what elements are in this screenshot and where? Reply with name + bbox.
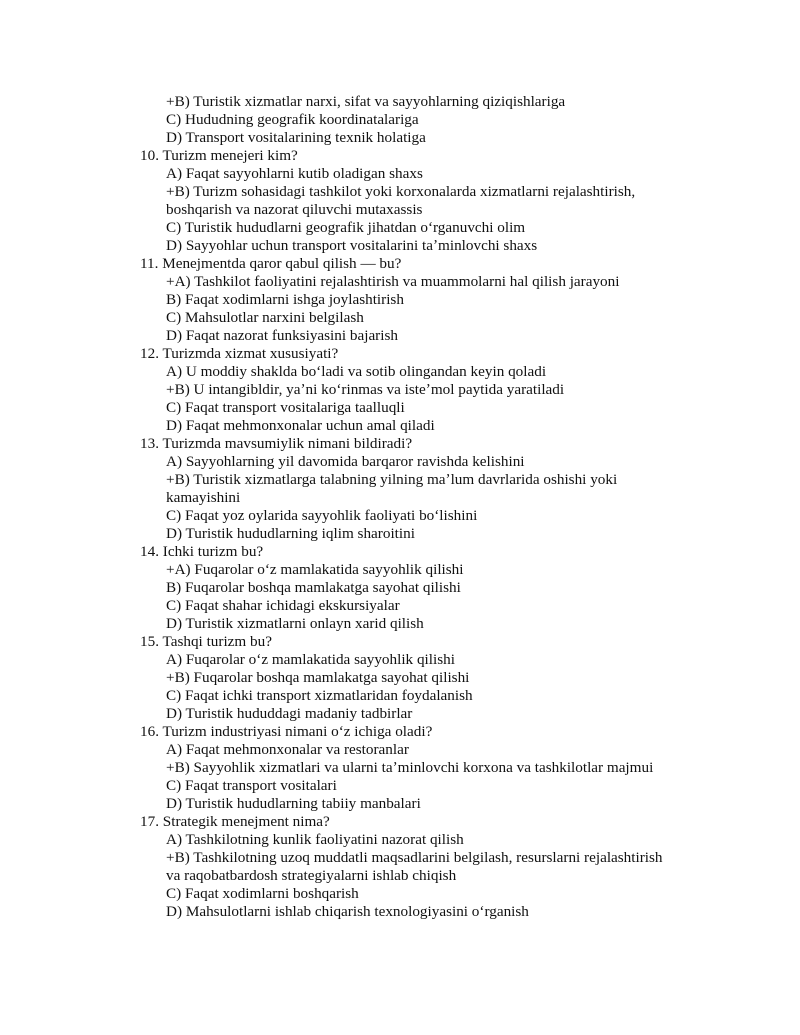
- answer-option: C) Turistik hududlarni geografik jihatdan oʻrganuvchi olim: [166, 219, 526, 236]
- answer-option: A) Sayyohlarning yil davomida barqaror ravishda kelishini: [166, 453, 525, 470]
- question-title: 11. Menejmentda qaror qabul qilish — bu?: [140, 255, 402, 272]
- answer-option: A) Tashkilotning kunlik faoliyatini nazorat qilish: [166, 831, 464, 848]
- question-title: 15. Tashqi turizm bu?: [140, 633, 272, 650]
- answer-option: +B) Sayyohlik xizmatlari va ularni taʼminlovchi korxona va tashkilotlar majmui: [166, 759, 654, 776]
- answer-option: +B) U intangibldir, yaʼni koʻrinmas va isteʼmol paytida yaratiladi: [166, 381, 565, 398]
- answer-option: D) Mahsulotlarni ishlab chiqarish texnologiyasini oʻrganish: [166, 903, 529, 920]
- answer-option: +B) Tashkilotning uzoq muddatli maqsadlarini belgilash, resurslarni rejalashtirish: [166, 849, 663, 866]
- question-title: 14. Ichki turizm bu?: [140, 543, 264, 560]
- question-title: 13. Turizmda mavsumiylik nimani bildiradi?: [140, 435, 413, 452]
- answer-option: B) Faqat xodimlarni ishga joylashtirish: [166, 291, 404, 308]
- question-title: 12. Turizmda xizmat xususiyati?: [140, 345, 339, 362]
- answer-option: C) Hududning geografik koordinatalariga: [166, 111, 419, 128]
- answer-option: D) Faqat nazorat funksiyasini bajarish: [166, 327, 398, 344]
- answer-option: A) U moddiy shaklda boʻladi va sotib olingandan keyin qoladi: [166, 363, 547, 380]
- answer-option: A) Faqat sayyohlarni kutib oladigan shaxs: [166, 165, 423, 182]
- answer-option: +B) Turizm sohasidagi tashkilot yoki korxonalarda xizmatlarni rejalashtirish,: [166, 183, 636, 200]
- answer-option: C) Mahsulotlar narxini belgilash: [166, 309, 364, 326]
- answer-option: C) Faqat ichki transport xizmatlaridan foydalanish: [166, 687, 473, 704]
- question-title: 16. Turizm industriyasi nimani oʻz ichiga oladi?: [140, 723, 433, 740]
- answer-option: +B) Turistik xizmatlar narxi, sifat va sayyohlarning qiziqishlariga: [166, 93, 566, 110]
- answer-option-continuation: boshqarish va nazorat qiluvchi mutaxassis: [166, 201, 423, 218]
- answer-option: C) Faqat transport vositalari: [166, 777, 337, 794]
- answer-option: C) Faqat xodimlarni boshqarish: [166, 885, 359, 902]
- answer-option: D) Turistik xizmatlarni onlayn xarid qilish: [166, 615, 424, 632]
- answer-option: D) Turistik hududlarning iqlim sharoitini: [166, 525, 415, 542]
- answer-option: D) Sayyohlar uchun transport vositalarini taʼminlovchi shaxs: [166, 237, 538, 254]
- answer-option: C) Faqat yoz oylarida sayyohlik faoliyati boʻlishini: [166, 507, 478, 524]
- answer-option: A) Faqat mehmonxonalar va restoranlar: [166, 741, 409, 758]
- answer-option-continuation: kamayishini: [166, 489, 241, 506]
- answer-option: D) Faqat mehmonxonalar uchun amal qiladi: [166, 417, 435, 434]
- question-title: 10. Turizm menejeri kim?: [140, 147, 298, 164]
- answer-option: +B) Fuqarolar boshqa mamlakatga sayohat qilishi: [166, 669, 470, 686]
- answer-option: C) Faqat shahar ichidagi ekskursiyalar: [166, 597, 400, 614]
- answer-option: D) Turistik hududlarning tabiiy manbalari: [166, 795, 421, 812]
- answer-option-continuation: va raqobatbardosh strategiyalarni ishlab chiqish: [166, 867, 457, 884]
- answer-option: +A) Fuqarolar oʻz mamlakatida sayyohlik qilishi: [166, 561, 464, 578]
- question-list: [0, 93, 800, 921]
- answer-option: +B) Turistik xizmatlarga talabning yilning maʼlum davrlarida oshishi yoki: [166, 471, 618, 488]
- question-title: 17. Strategik menejment nima?: [140, 813, 330, 830]
- answer-option: A) Fuqarolar oʻz mamlakatida sayyohlik qilishi: [166, 651, 455, 668]
- answer-option: +A) Tashkilot faoliyatini rejalashtirish va muammolarni hal qilish jarayoni: [166, 273, 620, 290]
- answer-option: D) Transport vositalarining texnik holatiga: [166, 129, 426, 146]
- answer-option: D) Turistik hududdagi madaniy tadbirlar: [166, 705, 413, 722]
- answer-option: B) Fuqarolar boshqa mamlakatga sayohat qilishi: [166, 579, 461, 596]
- answer-option: C) Faqat transport vositalariga taalluqli: [166, 399, 405, 416]
